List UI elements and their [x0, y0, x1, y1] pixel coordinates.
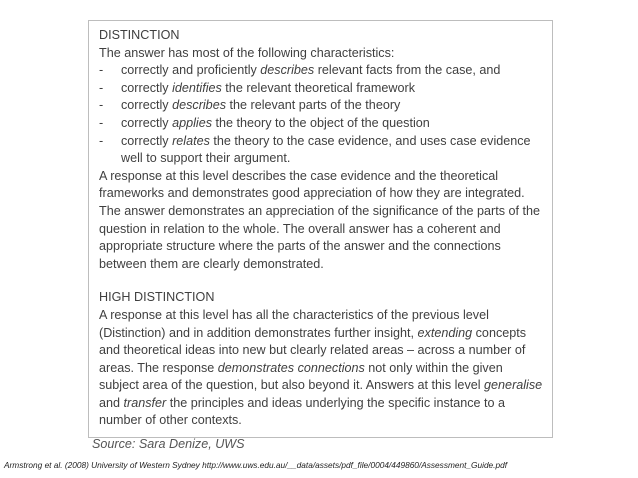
list-item: - correctly applies the theory to the object of the question	[99, 115, 544, 133]
section-spacer	[99, 273, 544, 289]
source-credit: Source: Sara Denize, UWS	[92, 437, 245, 451]
distinction-description: A response at this level describes the case evidence and the theoretical frameworks and demonstrates good appreciation of how they are integrated. The answer demonstrates an appreciation of the significance of the parts of the question in relation to the whole. The overall answer has a coherent and appropriate structure where the parts of the answer and the connections between them are clearly demonstrated.	[99, 168, 541, 271]
high-distinction-description: A response at this level has all the characteristics of the previous level (Distinction) and in addition demonstrates further insight, extending concepts and theoretical ideas into new but clearly related areas – across a number of areas. The response demonstrates connections not only within the given subject area of the question, but also beyond it. Answers at this level generalise and transfer the principles and ideas underlying the specific instance to a number of other contexts.	[99, 307, 543, 428]
bullet-dash: -	[99, 115, 104, 130]
list-item: - correctly relates the theory to the case evidence, and uses case evidence well to support their argument.	[99, 133, 531, 166]
distinction-intro: The answer has most of the following characteristics:	[99, 45, 395, 60]
bullet-dash: -	[99, 98, 104, 113]
bullet-dash: -	[99, 133, 104, 148]
citation-text: Armstrong et al. (2008) University of Western Sydney http://www.uws.edu.au/__data/assets/pdf_file/0004/449860/Assessment_Guide.pdf	[4, 460, 508, 470]
list-item: - correctly and proficiently describes relevant facts from the case, and	[99, 62, 544, 80]
high-distinction-heading: HIGH DISTINCTION	[99, 290, 215, 305]
bullet-dash: -	[99, 80, 104, 95]
distinction-heading: DISTINCTION	[99, 28, 180, 42]
criteria-content	[99, 27, 544, 430]
list-item: - correctly describes the relevant parts of the theory	[99, 97, 544, 115]
list-item: - correctly identifies the relevant theoretical framework	[99, 80, 544, 98]
bullet-dash: -	[99, 63, 104, 78]
distinction-bullet-list	[99, 62, 544, 168]
criteria-box	[88, 20, 553, 438]
